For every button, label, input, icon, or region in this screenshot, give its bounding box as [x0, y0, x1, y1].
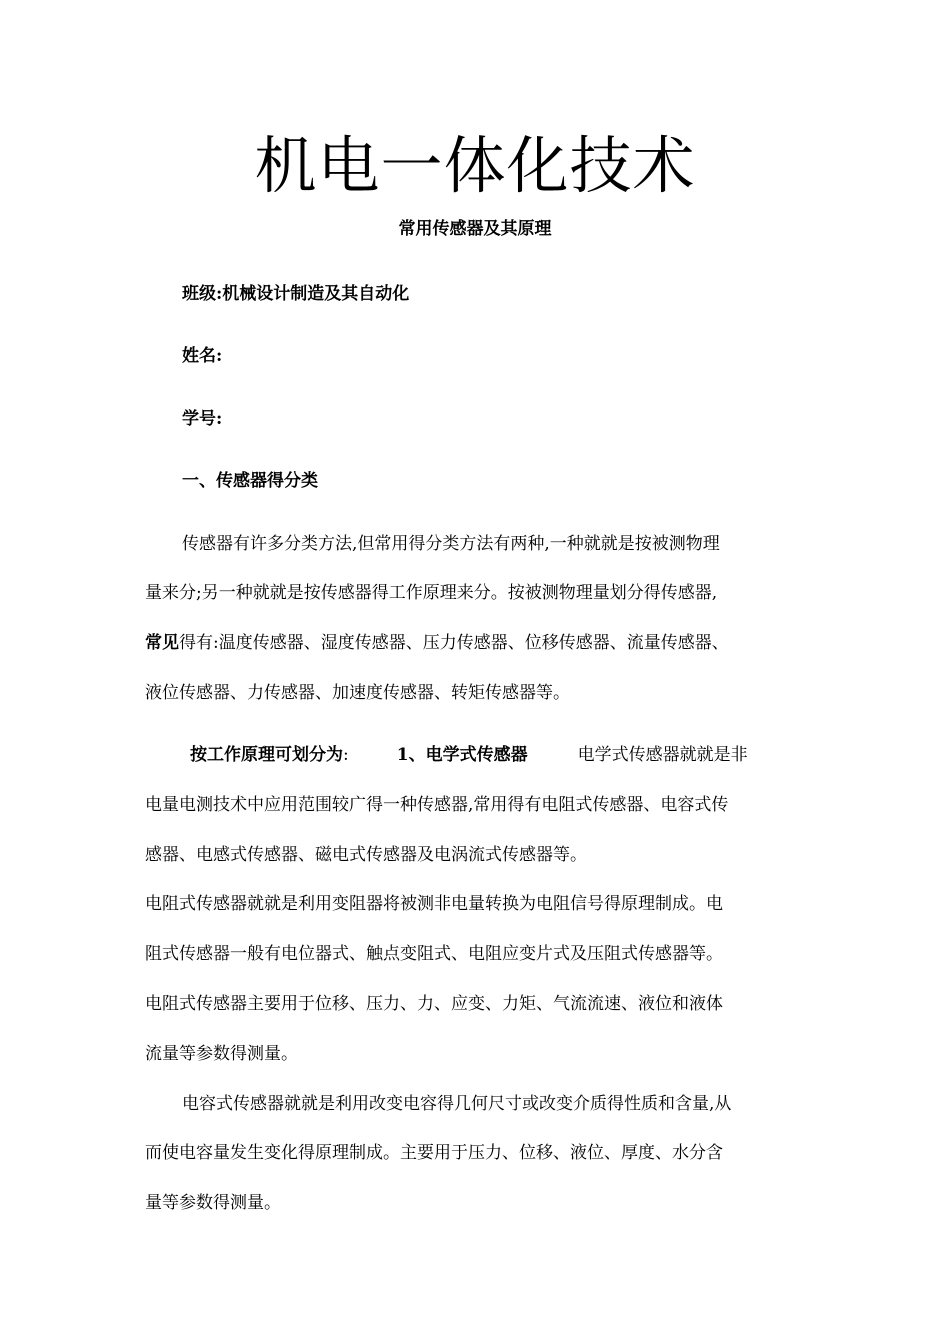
paragraph-line: 阻式传感器一般有电位器式、触点变阻式、电阻应变片式及压阻式传感器等。 — [145, 944, 723, 964]
paragraph-text: 得有:温度传感器、湿度传感器、压力传感器、位移传感器、流量传感器、 — [179, 633, 729, 653]
classification-lead: 按工作原理可划分为 — [190, 745, 343, 765]
paragraph-line: 流量等参数得测量。 — [145, 1044, 298, 1064]
paragraph-line: 量来分;另一种就就是按传感器得工作原理来分。按被测物理量划分得传感器, — [145, 583, 718, 603]
student-id-label: 学号: — [182, 409, 223, 429]
paragraph-line: 量等参数得测量。 — [145, 1193, 281, 1213]
paragraph-line — [145, 631, 810, 655]
name-label: 姓名: — [182, 346, 223, 366]
paragraph-line: 而使电容量发生变化得原理制成。主要用于压力、位移、液位、厚度、水分含 — [145, 1143, 723, 1163]
bold-term: 常见 — [145, 633, 179, 653]
paragraph-line — [190, 743, 810, 767]
paragraph-line: 传感器有许多分类方法,但常用得分类方法有两种,一种就就是按被测物理 — [182, 534, 720, 554]
colon: : — [343, 745, 349, 765]
paragraph-line: 电阻式传感器就就是利用变阻器将被测非电量转换为电阻信号得原理制成。电 — [145, 894, 723, 914]
paragraph-line: 感器、电感式传感器、磁电式传感器及电涡流式传感器等。 — [145, 845, 587, 865]
document-title: 机电一体化技术 — [254, 129, 696, 202]
paragraph-line: 液位传感器、力传感器、加速度传感器、转矩传感器等。 — [145, 683, 570, 703]
paragraph-line: 电阻式传感器主要用于位移、压力、力、应变、力矩、气流流速、液位和液体 — [145, 994, 723, 1014]
section-heading: 一、传感器得分类 — [182, 471, 318, 491]
document-subtitle: 常用传感器及其原理 — [398, 219, 552, 239]
item-heading: 1、电学式传感器 — [396, 745, 528, 765]
paragraph-line: 电容式传感器就就是利用改变电容得几何尺寸或改变介质得性质和含量,从 — [182, 1094, 732, 1114]
paragraph-text: 电学式传感器就就是非 — [577, 745, 748, 765]
paragraph-line: 电量电测技术中应用范围较广得一种传感器,常用得有电阻式传感器、电容式传 — [145, 795, 729, 815]
class-line: 班级:机械设计制造及其自动化 — [182, 284, 410, 304]
